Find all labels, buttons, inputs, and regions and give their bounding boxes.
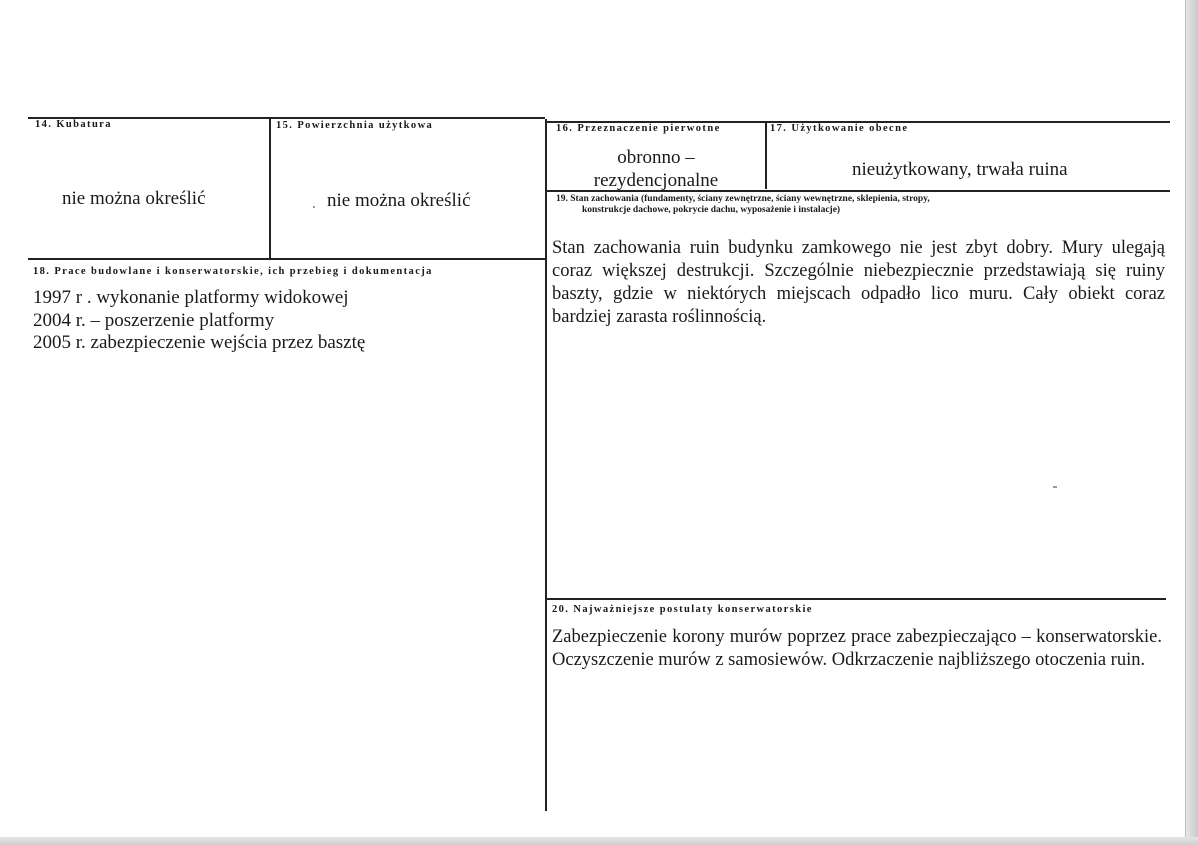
divider-16-17: [765, 121, 767, 189]
field-18-list: [33, 287, 365, 355]
field-14-value: nie można określić: [62, 188, 206, 209]
scan-speck: [313, 206, 315, 208]
field-19-label-line2: konstrukcje dachowe, pokrycie dachu, wyposażenie i instalacje): [582, 205, 841, 215]
scan-speck: [1053, 486, 1057, 488]
field-17-value: nieużytkowany, trwała ruina: [852, 159, 1068, 180]
field-17-label: 17. Użytkowanie obecne: [770, 123, 909, 134]
field-16-label: 16. Przeznaczenie pierwotne: [556, 123, 721, 134]
field-15-label: 15. Powierzchnia użytkowa: [276, 120, 434, 131]
divider-14-15: [269, 117, 271, 260]
divider-19-20: [547, 598, 1166, 600]
field-18-line: 2004 r. – poszerzenie platformy: [33, 309, 275, 331]
field-18-line: 1997 r . wykonanie platformy widokowej: [33, 287, 349, 308]
field-20-text: Zabezpieczenie korony murów poprzez prace zabezpieczająco – konserwatorskie. Oczyszczenie murów z samosiewów. Odkrzaczenie najbliższego otoczenia ruin.: [552, 627, 1162, 670]
field-16-value-line1: obronno –: [617, 147, 695, 168]
field-19-label: [556, 194, 1166, 216]
field-19-text: Stan zachowania ruin budynku zamkowego nie jest zbyt dobry. Mury ulegają coraz większej destrukcji. Szczególnie niebezpiecznie przedstawiają się ruiny baszty, gdzie w niektórych miejscach odpadło lico muru. Cały obiekt coraz bardziej zarasta roślinnością.: [552, 238, 1165, 327]
main-divider: [545, 119, 547, 811]
field-14-label: 14. Kubatura: [35, 119, 112, 130]
field-18-label: 18. Prace budowlane i konserwatorskie, ich przebieg i dokumentacja: [33, 266, 433, 277]
field-16-value-line2: rezydencjonalne: [593, 170, 719, 191]
divider-14-18: [28, 258, 545, 260]
field-20-label: 20. Najważniejsze postulaty konserwatorskie: [552, 604, 813, 615]
field-18-line: 2005 r. zabezpieczenie wejścia przez basztę: [33, 332, 366, 353]
field-16-value: [549, 146, 763, 192]
field-19-label-line1: 19. Stan zachowania (fundamenty, ściany zewnętrzne, ściany wewnętrzne, sklepienia, stropy,: [556, 194, 930, 204]
scan-edge-right: [1185, 0, 1198, 845]
field-15-value: nie można określić: [327, 190, 471, 211]
scan-edge-bottom: [0, 837, 1198, 845]
